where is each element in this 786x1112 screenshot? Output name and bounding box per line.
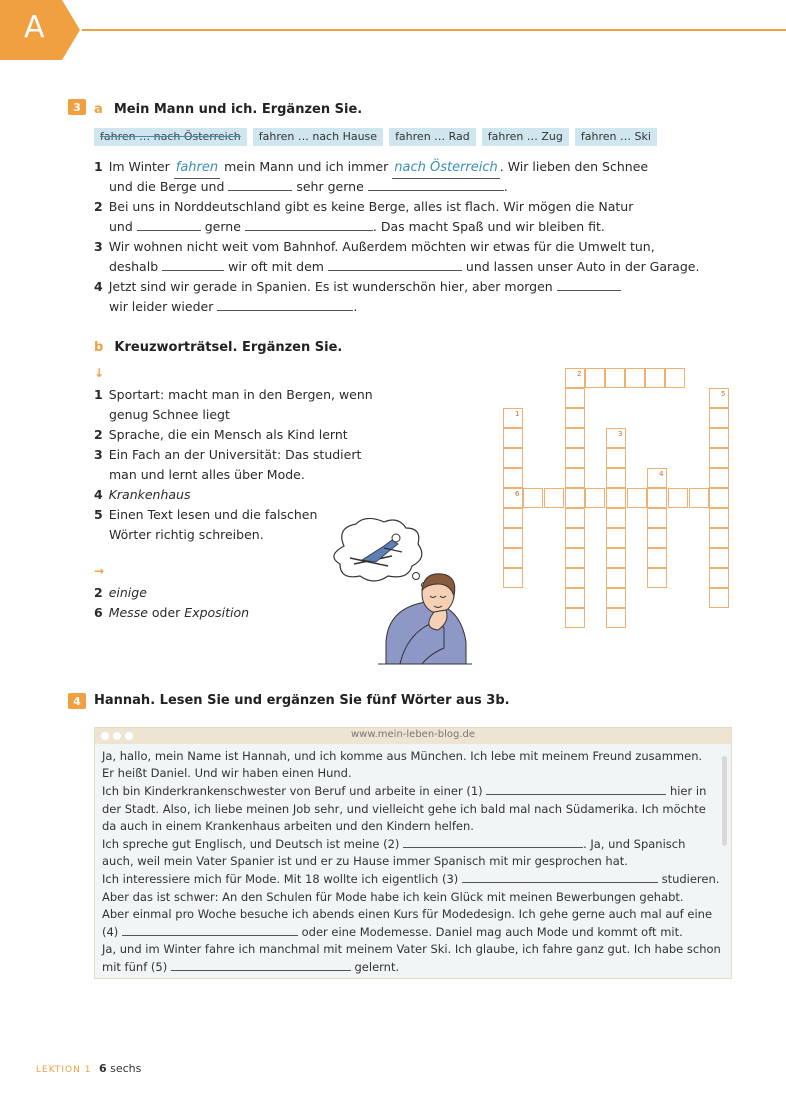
clue-text: genug Schnee liegt (109, 407, 230, 422)
blog-line (102, 782, 712, 800)
text: Im Winter (108, 159, 170, 174)
crossword-cell[interactable] (585, 488, 605, 508)
grid-number: 3 (618, 430, 623, 438)
crossword-cell[interactable] (606, 588, 626, 608)
grid-number: 5 (721, 390, 726, 398)
crossword-cell[interactable] (647, 508, 667, 528)
text: mit fünf (5) (102, 960, 168, 975)
text: . Ja, und Spanisch (583, 837, 686, 852)
clue-text: Krankenhaus (108, 487, 191, 502)
crossword-cell[interactable] (709, 468, 729, 488)
crossword-cell[interactable] (503, 428, 523, 448)
exercise-3b-heading (94, 336, 342, 355)
blog-line: Aber das ist schwer: An den Schulen für Mode habe ich kein Glück mit meinen Bewerbungen gehabt. (102, 889, 684, 904)
crossword-cell[interactable] (503, 568, 523, 588)
crossword-cell[interactable] (645, 368, 665, 388)
text: Bei uns in Norddeutschland gibt es keine Berge, alles ist flach. Wir mögen die Natur (108, 199, 634, 214)
sentence-3 (94, 237, 655, 257)
item-number: 1 (94, 159, 103, 174)
crossword-cell[interactable] (565, 508, 585, 528)
blog-line: Ja, hallo, mein Name ist Hannah, und ich komme aus München. Ich lebe mit meinem Freund zusammen. (102, 749, 703, 763)
crossword-cell[interactable] (565, 368, 585, 388)
crossword-cell[interactable] (565, 468, 585, 488)
sub-letter-b: b (94, 340, 104, 355)
text: Wir wohnen nicht weit vom Bahnhof. Außerdem möchten wir etwas für die Umwelt tun, (108, 239, 655, 254)
grid-number: 6 (515, 490, 520, 498)
word-chip: fahren … nach Hause (253, 128, 383, 146)
crossword-cell[interactable] (709, 568, 729, 588)
crossword-cell[interactable] (606, 428, 626, 448)
crossword-grid (503, 368, 733, 638)
crossword-cell[interactable] (565, 548, 585, 568)
exercise-3a-heading (94, 98, 362, 117)
text: und (109, 219, 133, 234)
crossword-cell[interactable] (565, 408, 585, 428)
text: und die Berge und (109, 179, 225, 194)
crossword-cell[interactable] (605, 368, 625, 388)
clue-text: Messe (108, 605, 148, 620)
sentence-4-cont: wir leider wieder . (109, 299, 358, 314)
crossword-cell[interactable] (606, 528, 626, 548)
clue-text: Wörter richtig schreiben. (109, 527, 264, 542)
clue-number: 2 (94, 585, 103, 600)
crossword-cell[interactable] (709, 548, 729, 568)
exercise-3-badge: 3 (68, 99, 86, 115)
clue-text: oder (151, 605, 181, 620)
word-chip: fahren … Rad (389, 128, 476, 146)
crossword-cell[interactable] (625, 368, 645, 388)
text: und lassen unser Auto in der Garage. (465, 259, 700, 274)
scrollbar[interactable] (722, 756, 727, 846)
grid-number: 2 (577, 370, 582, 378)
section-tab (0, 0, 80, 60)
text: gerne (204, 219, 241, 234)
crossword-cell[interactable] (709, 528, 729, 548)
handwritten-answer: nach Österreich (392, 158, 500, 179)
url-text: www.mein-leben-blog.de (350, 729, 476, 740)
word-chip: fahren … nach Österreich (94, 128, 247, 146)
crossword-cell[interactable] (606, 608, 626, 628)
clue-text: man und lernt alles über Mode. (109, 467, 305, 482)
clue-text: Einen Text lesen und die falschen (108, 507, 318, 522)
crossword-cell[interactable] (565, 608, 585, 628)
crossword-cell[interactable] (606, 468, 626, 488)
sentence-1-cont: und die Berge und sehr gerne . (109, 179, 508, 194)
exercise-4-badge: 4 (68, 693, 86, 709)
crossword-cell[interactable] (503, 448, 523, 468)
crossword-cell[interactable] (503, 408, 523, 428)
blog-browser-window (94, 727, 732, 979)
clue-text: Exposition (184, 605, 250, 620)
crossword-cell[interactable] (565, 568, 585, 588)
sub-letter-a: a (94, 102, 103, 117)
header-rule (82, 29, 786, 31)
grid-number: 1 (515, 410, 520, 418)
answer-blank[interactable] (217, 298, 353, 311)
text: Jetzt sind wir gerade in Spanien. Es ist wunderschön hier, aber morgen (108, 279, 553, 294)
text: Ich spreche gut Englisch, und Deutsch ist meine (2) (102, 837, 400, 852)
clue-text: Sprache, die ein Mensch als Kind lernt (108, 427, 348, 442)
clue-across-2 (94, 583, 249, 603)
crossword-cell[interactable] (647, 568, 667, 588)
crossword-cell[interactable] (565, 488, 585, 508)
answer-blank[interactable] (122, 923, 298, 936)
crossword-cell[interactable] (709, 408, 729, 428)
crossword-cell[interactable] (647, 488, 667, 508)
clue-number: 5 (94, 507, 103, 522)
exercise-3b-title: Kreuzworträtsel. Ergänzen Sie. (114, 340, 343, 355)
page-number: 6 (98, 1062, 107, 1075)
sentence-3-cont (109, 257, 699, 277)
crossword-cell[interactable] (709, 448, 729, 468)
blog-line: da auch in einem Krankenhaus arbeiten und den Kindern helfen. (102, 818, 474, 833)
page-footer (36, 1062, 141, 1075)
answer-blank[interactable] (137, 218, 201, 231)
blog-line: der Stadt. Also, ich liebe meinen Job sehr, und vielleicht gehe ich bald mal nach Südamerika. Ich möchte (102, 801, 706, 816)
crossword-cell[interactable] (647, 548, 667, 568)
crossword-cell[interactable] (606, 508, 626, 528)
down-arrow-icon: ↓ (94, 366, 105, 380)
clue-across-6 (94, 603, 249, 623)
text: sehr gerne (296, 179, 364, 194)
blog-line: Ja, und im Winter fahre ich manchmal mit meinem Vater Ski. Ich glaube, ich fahre ganz gut. Ich habe schon (102, 942, 721, 957)
crossword-cell[interactable] (709, 428, 729, 448)
clue-number: 2 (94, 427, 103, 442)
blog-line: auch, weil mein Vater Spanier ist und er zu Hause immer Spanisch mit mir gesprochen hat. (102, 854, 628, 869)
section-letter: A (24, 10, 45, 45)
crossword-cell[interactable] (668, 488, 688, 508)
item-number: 4 (94, 279, 103, 294)
text: . Das macht Spaß und wir bleiben fit. (372, 219, 605, 234)
crossword-cell[interactable] (523, 488, 543, 508)
clue-number: 3 (94, 447, 103, 462)
sentence-1 (94, 157, 648, 179)
sentence-4 (94, 277, 621, 297)
blog-line (102, 870, 720, 888)
clue-down-3 (94, 445, 373, 465)
crossword-cell[interactable] (585, 368, 605, 388)
crossword-cell[interactable] (565, 388, 585, 408)
crossword-cell[interactable] (606, 488, 626, 508)
clue-text: Ein Fach an der Universität: Das studiert (108, 447, 362, 462)
exercise-4-title: Hannah. Lesen Sie und ergänzen Sie fünf Wörter aus 3b. (94, 693, 510, 708)
grid-number: 4 (659, 470, 664, 478)
dreaming-man-illustration (326, 518, 476, 670)
crossword-cell[interactable] (627, 488, 647, 508)
crossword-cell[interactable] (665, 368, 685, 388)
blog-line (102, 958, 712, 976)
crossword-cell[interactable] (606, 548, 626, 568)
browser-title-bar (95, 728, 731, 744)
item-number: 3 (94, 239, 103, 254)
clue-number: 6 (94, 605, 103, 620)
handwritten-answer: fahren (174, 158, 220, 179)
across-arrow-icon: → (94, 564, 105, 578)
crossword-cell[interactable] (647, 468, 667, 488)
crossword-cell[interactable] (709, 508, 729, 528)
word-chip: fahren … Zug (482, 128, 569, 146)
blog-line: Er heißt Daniel. Und wir haben einen Hund. (102, 766, 352, 781)
answer-blank[interactable] (557, 278, 621, 291)
crossword-cell[interactable] (503, 488, 523, 508)
clue-down-2 (94, 425, 373, 445)
text: wir oft mit dem (228, 259, 324, 274)
crossword-cell[interactable] (647, 528, 667, 548)
crossword-cell[interactable] (709, 388, 729, 408)
word-box (94, 128, 657, 146)
crossword-cell[interactable] (606, 448, 626, 468)
crossword-cell[interactable] (565, 588, 585, 608)
crossword-cell[interactable] (503, 508, 523, 528)
exercise-3a-title: Mein Mann und ich. Ergänzen Sie. (113, 102, 363, 117)
text: mein Mann und ich immer (224, 159, 389, 174)
text: . Wir lieben den Schnee (499, 159, 649, 174)
clue-number: 1 (94, 387, 103, 402)
blog-line: Aber einmal pro Woche besuche ich abends einen Kurs für Modedesign. Ich gehe gerne auch mal auf eine (102, 906, 713, 921)
crossword-cell[interactable] (565, 428, 585, 448)
text: wir leider wieder (109, 299, 214, 314)
text: Ich interessiere mich für Mode. Mit 18 wollte ich eigentlich (3) (102, 872, 459, 887)
clue-text: einige (108, 585, 147, 600)
crossword-cell[interactable] (565, 528, 585, 548)
crossword-cell[interactable] (709, 588, 729, 608)
across-clues (94, 583, 249, 623)
sentence-2-cont (109, 217, 605, 237)
text: (4) (102, 925, 119, 940)
answer-blank[interactable] (486, 782, 666, 795)
answer-blank[interactable] (462, 870, 658, 883)
lesson-label: LEKTION 1 (36, 1065, 92, 1075)
sentence-2 (94, 197, 633, 217)
text: oder eine Modemesse. Daniel mag auch Mode und kommt oft mit. (301, 925, 683, 940)
crossword-cell[interactable] (503, 468, 523, 488)
clue-down-1 (94, 385, 373, 405)
answer-blank[interactable] (162, 258, 224, 271)
answer-blank[interactable] (228, 178, 292, 191)
text: deshalb (109, 259, 159, 274)
clue-number: 4 (94, 487, 103, 502)
answer-blank[interactable] (171, 958, 351, 971)
word-chip: fahren … Ski (575, 128, 657, 146)
blog-line (102, 835, 712, 853)
crossword-cell[interactable] (709, 488, 729, 508)
answer-blank[interactable] (245, 218, 373, 231)
text: hier in (669, 784, 707, 799)
text: gelernt. (354, 960, 400, 975)
crossword-cell[interactable] (565, 448, 585, 468)
blog-line (102, 923, 712, 941)
crossword-cell[interactable] (544, 488, 564, 508)
page-number-word: sechs (110, 1062, 142, 1075)
clue-text: Sportart: macht man in den Bergen, wenn (108, 387, 373, 402)
crossword-cell[interactable] (606, 568, 626, 588)
clue-down-4 (94, 485, 373, 505)
crossword-cell[interactable] (503, 528, 523, 548)
crossword-cell[interactable] (503, 548, 523, 568)
answer-blank[interactable] (403, 835, 583, 848)
text: Ich bin Kinderkrankenschwester von Beruf und arbeite in einer (1) (102, 784, 483, 799)
item-number: 2 (94, 199, 103, 214)
crossword-cell[interactable] (689, 488, 709, 508)
answer-blank[interactable] (328, 258, 462, 271)
blog-text (102, 748, 721, 977)
text: studieren. (661, 872, 720, 887)
answer-blank[interactable] (368, 178, 504, 191)
